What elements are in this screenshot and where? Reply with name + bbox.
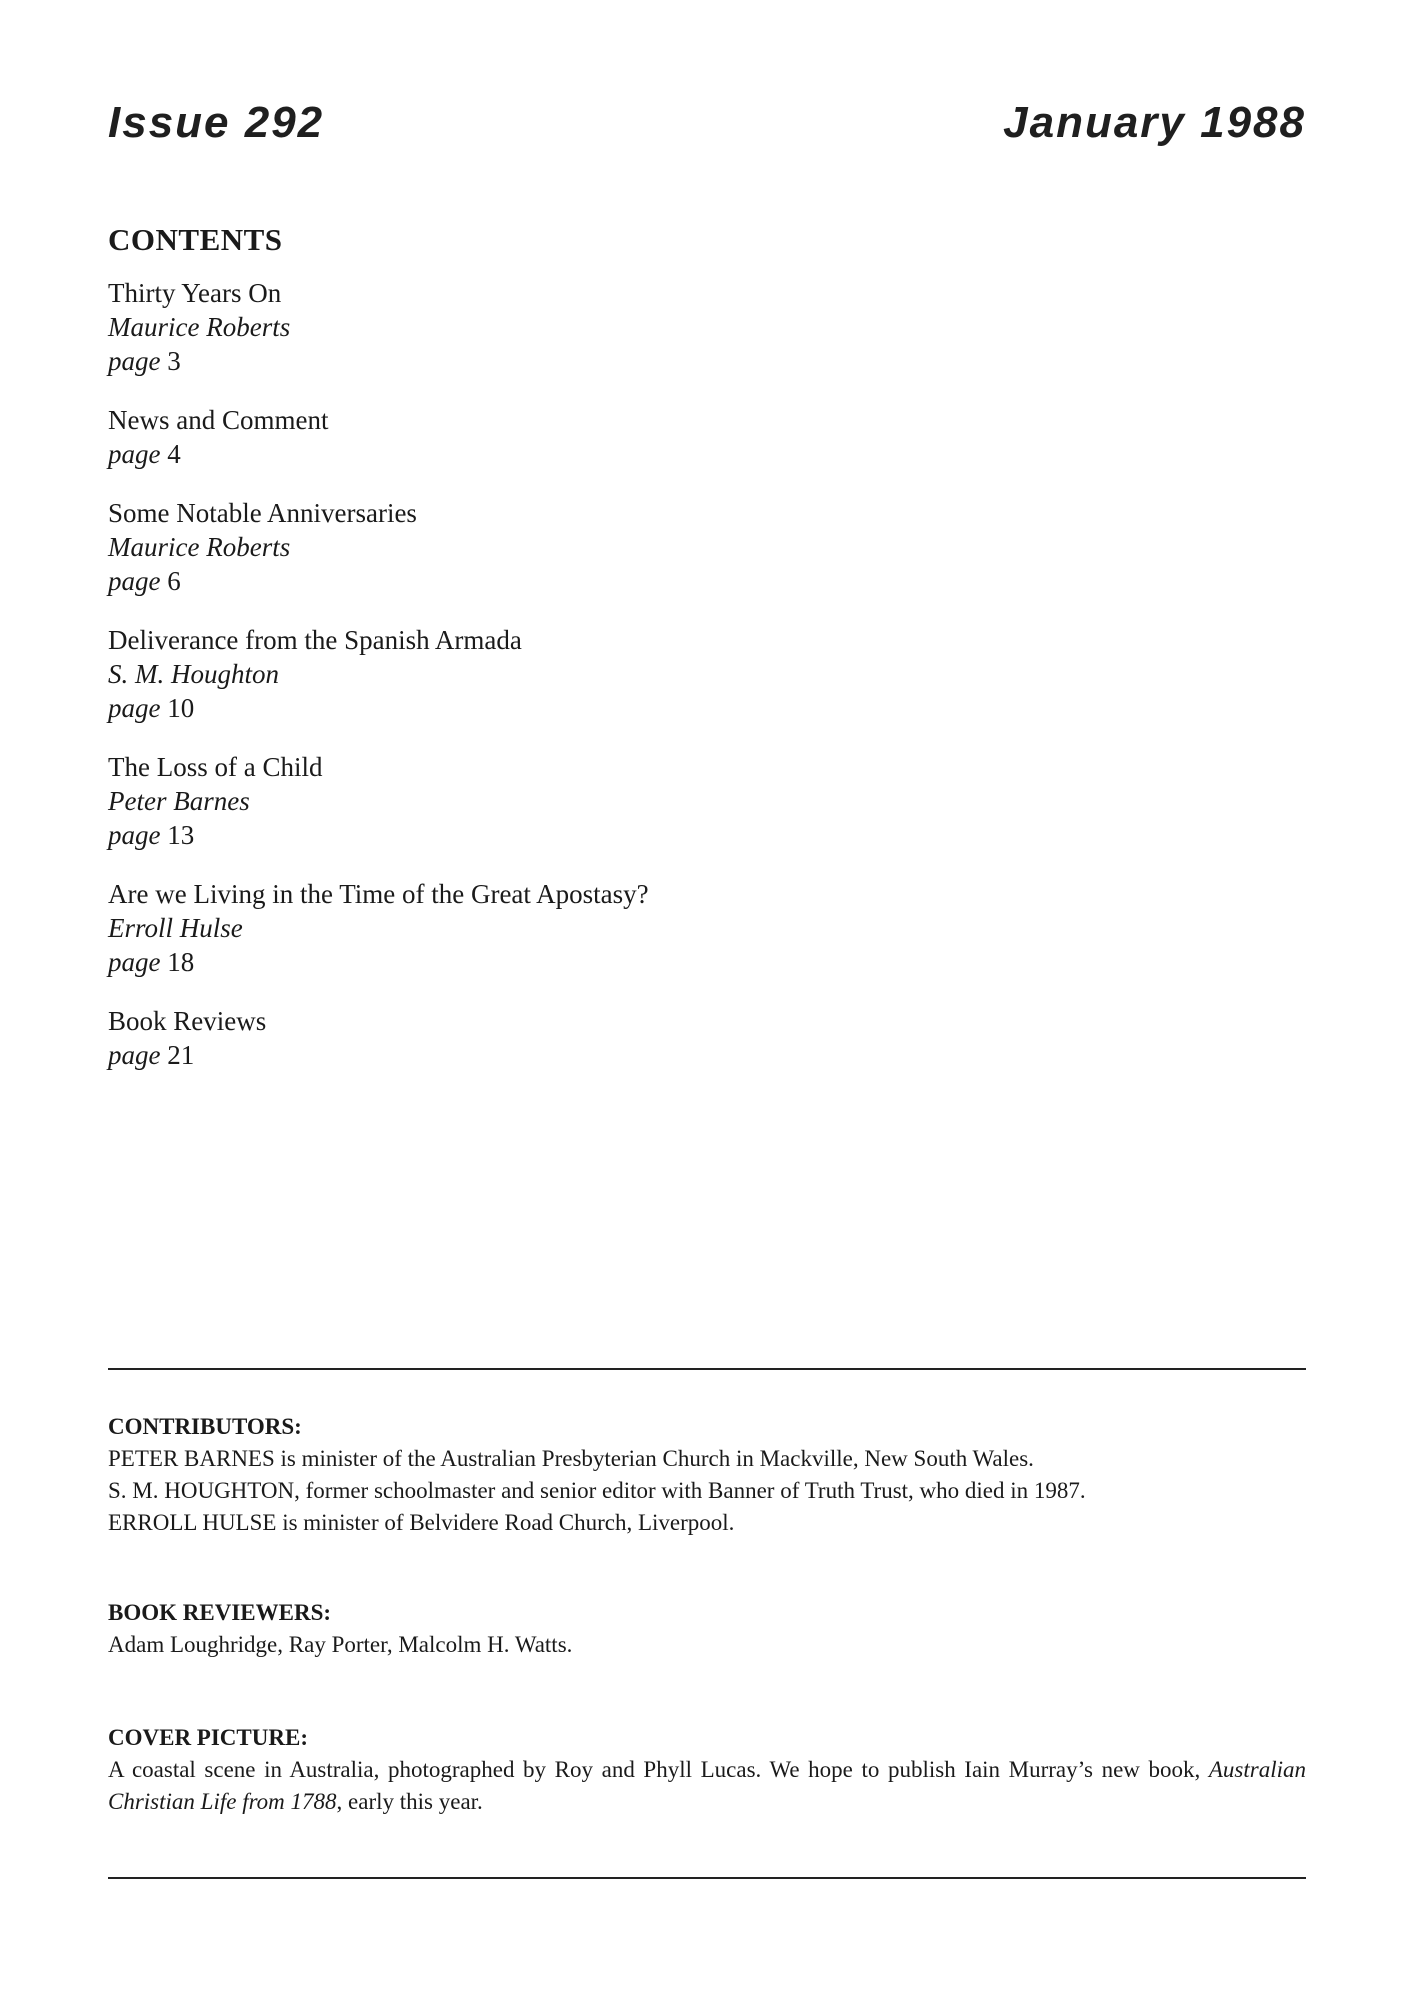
contents-entry xyxy=(108,877,1208,979)
page-number: 3 xyxy=(167,346,181,376)
contents-entry xyxy=(108,623,1208,725)
article-author: Maurice Roberts xyxy=(108,312,291,342)
page-number: 21 xyxy=(167,1040,195,1070)
article-page xyxy=(108,1038,1208,1072)
article-title: The Loss of a Child xyxy=(108,752,323,782)
contributor-line: PETER BARNES is minister of the Australian Presbyterian Church in Mackville, New South Wales. xyxy=(108,1446,1034,1471)
cover-picture-caption xyxy=(108,1754,1306,1818)
caption-text-end: , early this year. xyxy=(336,1789,483,1814)
article-author: Maurice Roberts xyxy=(108,532,291,562)
page-number: 10 xyxy=(167,693,195,723)
page-number: 6 xyxy=(167,566,181,596)
page-word: page xyxy=(108,346,161,376)
page-word: page xyxy=(108,1040,161,1070)
article-page xyxy=(108,344,1208,378)
article-author: Erroll Hulse xyxy=(108,913,243,943)
divider-rule xyxy=(108,1877,1306,1879)
issue-date: January 1988 xyxy=(1003,98,1306,147)
book-reviewers-names: Adam Loughridge, Ray Porter, Malcolm H. Watts. xyxy=(108,1632,573,1657)
page-word: page xyxy=(108,820,161,850)
book-reviewers-section xyxy=(108,1597,1306,1661)
caption-text: A coastal scene in Australia, photographed by Roy and Phyll Lucas. We hope to publish Iain Murray’s new book, xyxy=(108,1757,1209,1782)
book-reviewers-heading: BOOK REVIEWERS: xyxy=(108,1600,332,1625)
contents-entry xyxy=(108,403,1208,471)
article-page xyxy=(108,945,1208,979)
article-page xyxy=(108,437,1208,471)
cover-picture-section xyxy=(108,1722,1306,1818)
contributor-line: ERROLL HULSE is minister of Belvidere Road Church, Liverpool. xyxy=(108,1510,735,1535)
article-title: Deliverance from the Spanish Armada xyxy=(108,625,522,655)
page-number: 4 xyxy=(167,439,181,469)
page-word: page xyxy=(108,439,161,469)
page-word: page xyxy=(108,693,161,723)
contents-entry xyxy=(108,1004,1208,1072)
article-page xyxy=(108,564,1208,598)
page-word: page xyxy=(108,947,161,977)
contents-entry xyxy=(108,750,1208,852)
contents-section xyxy=(108,222,1208,1097)
contributors-heading: CONTRIBUTORS: xyxy=(108,1414,302,1439)
page-number: 13 xyxy=(167,820,195,850)
article-title: Thirty Years On xyxy=(108,278,282,308)
page-word: page xyxy=(108,566,161,596)
article-title: Some Notable Anniversaries xyxy=(108,498,417,528)
issue-number: Issue 292 xyxy=(108,98,325,147)
contributor-line: S. M. HOUGHTON, former schoolmaster and senior editor with Banner of Truth Trust, who died in 1987. xyxy=(108,1478,1086,1503)
contents-entry xyxy=(108,496,1208,598)
divider-rule xyxy=(108,1368,1306,1370)
page-number: 18 xyxy=(167,947,195,977)
article-page xyxy=(108,691,1208,725)
page-header xyxy=(108,98,1306,158)
article-title: Book Reviews xyxy=(108,1006,267,1036)
article-author: S. M. Houghton xyxy=(108,659,279,689)
article-title: News and Comment xyxy=(108,405,329,435)
article-title: Are we Living in the Time of the Great Apostasy? xyxy=(108,879,649,909)
article-author: Peter Barnes xyxy=(108,786,250,816)
cover-picture-heading: COVER PICTURE: xyxy=(108,1725,308,1750)
book-title: Australian Christian Life from 1788 xyxy=(108,1757,1306,1814)
contents-heading: CONTENTS xyxy=(108,222,283,257)
contents-entry xyxy=(108,276,1208,378)
contributors-section xyxy=(108,1411,1306,1539)
article-page xyxy=(108,818,1208,852)
